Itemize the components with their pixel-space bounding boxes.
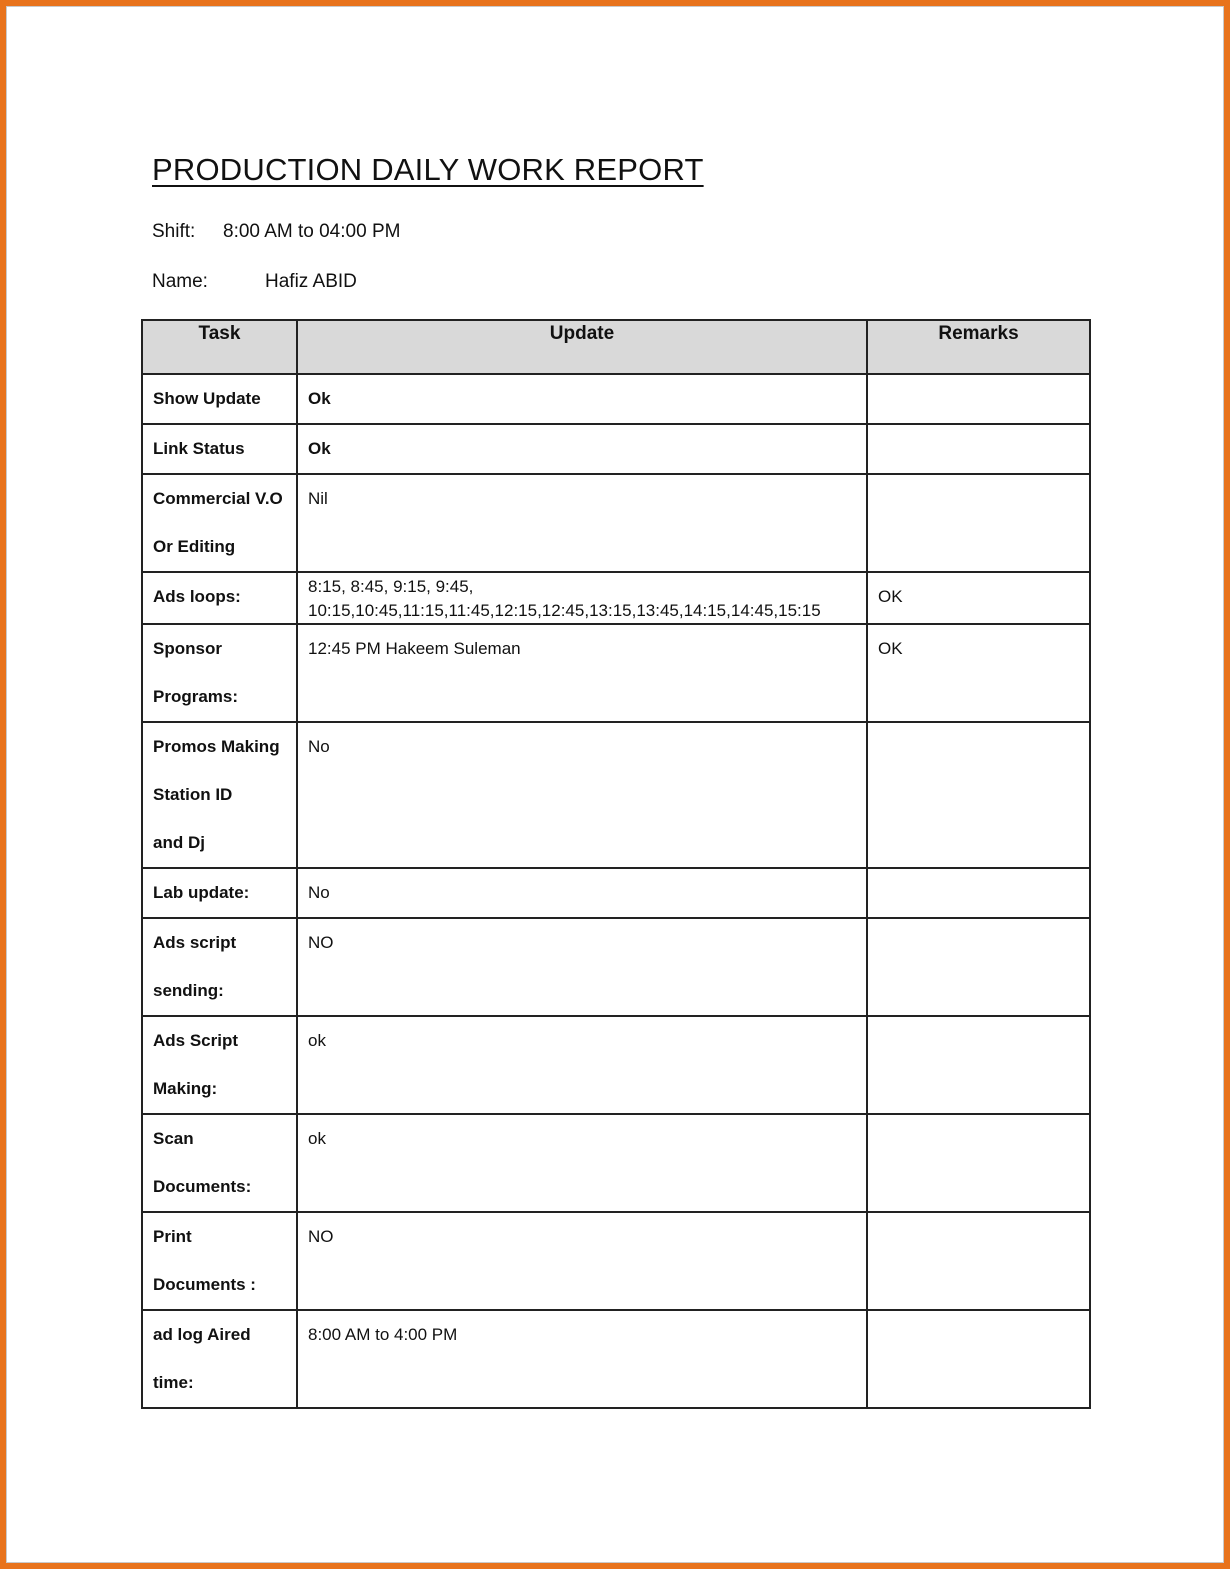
update-cell: NO xyxy=(297,918,867,1016)
remarks-cell: OK xyxy=(867,572,1090,624)
report-title: PRODUCTION DAILY WORK REPORT xyxy=(152,152,704,187)
table-row xyxy=(142,918,1090,1016)
table-row xyxy=(142,624,1090,722)
remarks-cell xyxy=(867,868,1090,918)
update-cell: NO xyxy=(297,1212,867,1310)
remarks-cell xyxy=(867,1016,1090,1114)
table-row xyxy=(142,722,1090,868)
remarks-cell xyxy=(867,1212,1090,1310)
task-cell: Promos Making Station ID and Dj xyxy=(142,722,297,868)
task-cell: Lab update: xyxy=(142,868,297,918)
task-cell: Print Documents : xyxy=(142,1212,297,1310)
task-cell: Commercial V.O Or Editing xyxy=(142,474,297,572)
update-cell: Ok xyxy=(297,374,867,424)
update-cell: 8:00 AM to 4:00 PM xyxy=(297,1310,867,1408)
table-row xyxy=(142,1310,1090,1408)
task-cell: Show Update xyxy=(142,374,297,424)
remarks-cell: OK xyxy=(867,624,1090,722)
shift-label: Shift: xyxy=(152,221,196,242)
table-row xyxy=(142,868,1090,918)
update-cell: No xyxy=(297,868,867,918)
task-cell: Sponsor Programs: xyxy=(142,624,297,722)
name-value: Hafiz ABID xyxy=(265,271,357,292)
table-row xyxy=(142,474,1090,572)
remarks-cell xyxy=(867,374,1090,424)
update-cell: Ok xyxy=(297,424,867,474)
header-update: Update xyxy=(297,320,867,374)
update-cell: ok xyxy=(297,1114,867,1212)
remarks-cell xyxy=(867,1114,1090,1212)
name-label: Name: xyxy=(152,271,208,292)
remarks-cell xyxy=(867,722,1090,868)
task-cell: Scan Documents: xyxy=(142,1114,297,1212)
update-cell: 12:45 PM Hakeem Suleman xyxy=(297,624,867,722)
table-row xyxy=(142,424,1090,474)
remarks-cell xyxy=(867,1310,1090,1408)
task-cell: ad log Aired time: xyxy=(142,1310,297,1408)
update-cell: Nil xyxy=(297,474,867,572)
table-row xyxy=(142,1016,1090,1114)
table-row xyxy=(142,1212,1090,1310)
remarks-cell xyxy=(867,918,1090,1016)
shift-value: 8:00 AM to 04:00 PM xyxy=(223,221,401,242)
update-cell: No xyxy=(297,722,867,868)
table-row xyxy=(142,374,1090,424)
task-cell: Link Status xyxy=(142,424,297,474)
table-header-row xyxy=(142,320,1090,374)
task-cell: Ads loops: xyxy=(142,572,297,624)
remarks-cell xyxy=(867,424,1090,474)
task-cell: Ads script sending: xyxy=(142,918,297,1016)
table-row xyxy=(142,572,1090,624)
remarks-cell xyxy=(867,474,1090,572)
work-report-table xyxy=(141,319,1091,1409)
header-remarks: Remarks xyxy=(867,320,1090,374)
update-cell: 8:15, 8:45, 9:15, 9:45, 10:15,10:45,11:15,11:45,12:15,12:45,13:15,13:45,14:15,14:45,15:15 xyxy=(297,572,867,624)
table-row xyxy=(142,1114,1090,1212)
task-cell: Ads Script Making: xyxy=(142,1016,297,1114)
update-cell: ok xyxy=(297,1016,867,1114)
header-task: Task xyxy=(142,320,297,374)
